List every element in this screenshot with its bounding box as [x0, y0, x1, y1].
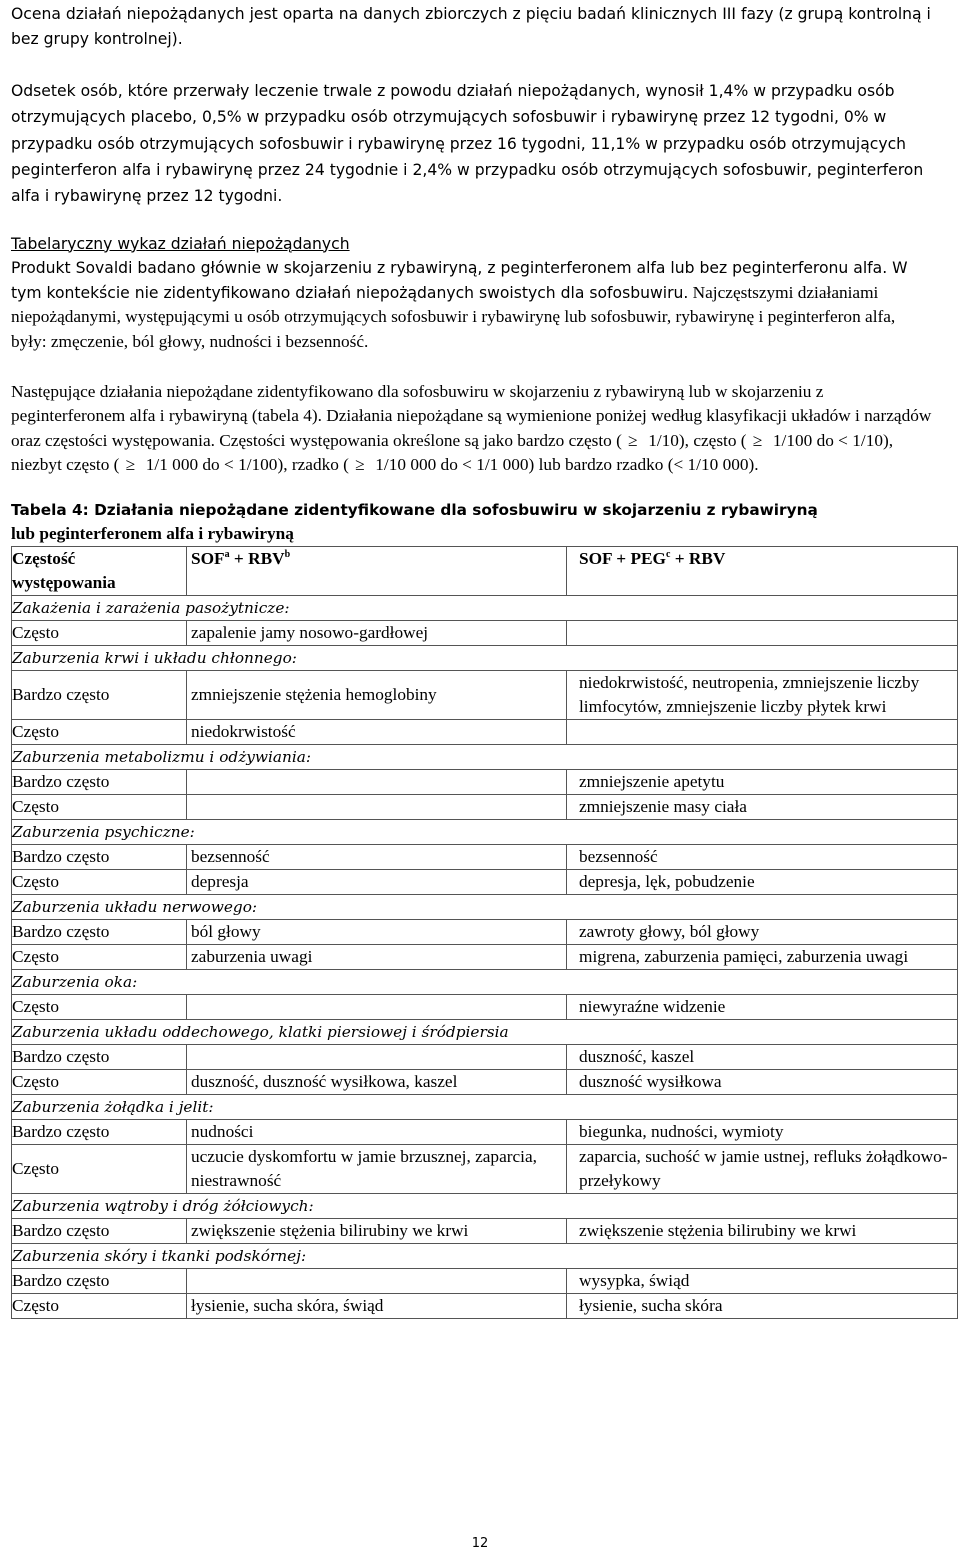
sof-peg-rbv-cell: niedokrwistość, neutropenia, zmniejszenie liczby limfocytów, zmniejszenie liczby płytek krwi	[567, 671, 958, 720]
table-row	[12, 1219, 958, 1244]
sof-rbv-cell	[187, 995, 567, 1020]
sof-rbv-cell	[187, 795, 567, 820]
frequency-cell: Często	[12, 995, 187, 1020]
sof-peg-rbv-cell: niewyraźne widzenie	[567, 995, 958, 1020]
table-section-row	[12, 745, 958, 770]
table-row	[12, 720, 958, 745]
sof-peg-rbv-cell: wysypka, świąd	[567, 1269, 958, 1294]
table-section-row	[12, 1020, 958, 1045]
header-frequency: Częstość występowania	[12, 547, 187, 596]
sof-rbv-cell	[187, 1269, 567, 1294]
section-heading: Tabelaryczny wykaz działań niepożądanych	[11, 234, 350, 253]
summary-part-2: W tym kontekście nie zidentyfikowano działań niepożądanych swoistych dla sofosbuwiru.	[11, 259, 908, 302]
frequency-cell: Często	[12, 870, 187, 895]
section-title: Zaburzenia oka:	[12, 970, 958, 995]
table-section-row	[12, 596, 958, 621]
frequency-cell: Często	[12, 621, 187, 646]
sof-rbv-cell: ból głowy	[187, 920, 567, 945]
frequency-cell: Często	[12, 945, 187, 970]
table-row	[12, 870, 958, 895]
section-title: Zaburzenia skóry i tkanki podskórnej:	[12, 1244, 958, 1269]
document-page	[11, 2, 951, 1319]
frequency-cell: Bardzo często	[12, 770, 187, 795]
frequency-cell: Bardzo często	[12, 671, 187, 720]
table-section-row	[12, 895, 958, 920]
header-sup-a: a	[224, 549, 230, 561]
frequency-text-3: 1/100 do < 1/10), niezbyt często (	[11, 430, 894, 475]
sof-peg-rbv-cell: zwiększenie stężenia bilirubiny we krwi	[567, 1219, 958, 1244]
sof-peg-rbv-cell	[567, 720, 958, 745]
frequency-cell: Bardzo często	[12, 1219, 187, 1244]
frequency-cell: Bardzo często	[12, 920, 187, 945]
sof-rbv-cell: łysienie, sucha skóra, świąd	[187, 1294, 567, 1319]
header-sup-b: b	[284, 549, 291, 561]
header-sup-c: c	[665, 549, 671, 561]
table-row	[12, 671, 958, 720]
table-row	[12, 920, 958, 945]
table-section-row	[12, 970, 958, 995]
ge-symbol: ≥	[628, 430, 638, 450]
table-row	[12, 1070, 958, 1095]
frequency-cell: Bardzo często	[12, 1045, 187, 1070]
table-row	[12, 1145, 958, 1194]
table-title-line-2: lub peginterferonem alfa i rybawiryną	[11, 524, 294, 544]
sof-peg-rbv-cell: zawroty głowy, ból głowy	[567, 920, 958, 945]
ge-symbol: ≥	[125, 455, 136, 475]
header-sof-peg-rbv	[567, 547, 958, 596]
table-section-row	[12, 820, 958, 845]
table-row	[12, 621, 958, 646]
ge-symbol: ≥	[355, 455, 365, 475]
summary-part-1: Produkt Sovaldi badano głównie w skojarzeniu z rybawiryną, z peginterferonem alfa lub bez peginterferonu alfa.	[11, 259, 888, 278]
frequency-cell: Często	[12, 1145, 187, 1194]
sof-rbv-cell: nudności	[187, 1120, 567, 1145]
frequency-cell: Bardzo często	[12, 1269, 187, 1294]
frequency-cell: Często	[12, 1070, 187, 1095]
table-section-row	[12, 1194, 958, 1219]
table-section-row	[12, 1244, 958, 1269]
header-sof-rbv	[187, 547, 567, 596]
section-title: Zaburzenia wątroby i dróg żółciowych:	[12, 1194, 958, 1219]
header-rbv-label: + RBV	[229, 549, 285, 569]
frequency-cell: Bardzo często	[12, 845, 187, 870]
section-title: Zaburzenia krwi i układu chłonnego:	[12, 646, 958, 671]
sof-rbv-cell: bezsenność	[187, 845, 567, 870]
sof-rbv-cell: zaburzenia uwagi	[187, 945, 567, 970]
sof-rbv-cell	[187, 770, 567, 795]
sof-peg-rbv-cell: zaparcia, suchość w jamie ustnej, refluks żołądkowo-przełykowy	[567, 1145, 958, 1194]
sof-rbv-cell: depresja	[187, 870, 567, 895]
table-header-row	[12, 547, 958, 596]
sof-rbv-cell: zapalenie jamy nosowo-gardłowej	[187, 621, 567, 646]
frequency-cell: Często	[12, 1294, 187, 1319]
ge-symbol: ≥	[752, 430, 763, 450]
sof-peg-rbv-cell: bezsenność	[567, 845, 958, 870]
frequency-cell: Często	[12, 720, 187, 745]
page-number: 12	[471, 1536, 489, 1551]
sof-rbv-cell: niedokrwistość	[187, 720, 567, 745]
table-row	[12, 845, 958, 870]
table-row	[12, 1294, 958, 1319]
section-title: Zaburzenia metabolizmu i odżywiania:	[12, 745, 958, 770]
table-row	[12, 995, 958, 1020]
section-title: Zakażenia i zarażenia pasożytnicze:	[12, 596, 958, 621]
header-sof-peg-label: SOF + PEG	[579, 549, 666, 569]
frequency-text-2: 1/10), często (	[643, 430, 747, 450]
discontinuation-paragraph: Odsetek osób, które przerwały leczenie trwale z powodu działań niepożądanych, wynosił 1,4% w przypadku osób otrzymujących placebo, 0,5% w przypadku osób otrzymujących sofosbuwir i rybawirynę przez 12 tygodni, 0% w przypadku osób otrzymujących sofosbuwir i rybawirynę przez 16 tygodni, 11,1% w przypadku osób otrzymujących peginterferon alfa i rybawirynę przez 24 tygodnie i 2,4% w przypadku osób otrzymujących sofosbuwir, peginterferon alfa i rybawirynę przez 12 tygodni.	[11, 82, 924, 206]
section-title: Zaburzenia psychiczne:	[12, 820, 958, 845]
frequency-text-4: 1/1 000 do < 1/100), rzadko (	[141, 455, 349, 475]
section-title: Zaburzenia żołądka i jelit:	[12, 1095, 958, 1120]
sof-rbv-cell	[187, 1045, 567, 1070]
sof-rbv-cell: zmniejszenie stężenia hemoglobiny	[187, 671, 567, 720]
table-row	[12, 1120, 958, 1145]
header-rbv2-label: + RBV	[670, 549, 726, 569]
intro-paragraph: Ocena działań niepożądanych jest oparta na danych zbiorczych z pięciu badań klinicznych III fazy (z grupą kontrolną i bez grupy kontrolnej).	[11, 5, 931, 48]
sof-peg-rbv-cell: duszność, kaszel	[567, 1045, 958, 1070]
table-row	[12, 1045, 958, 1070]
frequency-paragraph	[11, 380, 941, 478]
frequency-cell: Bardzo często	[12, 1120, 187, 1145]
summary-part-3: Najczęstszymi działaniami niepożądanymi, występującymi u osób otrzymujących sofosbuwir i rybawirynę lub sofosbuwir, rybawirynę i peginterferon alfa, były: zmęczenie, ból głowy, nudności i bezsenność.	[11, 282, 896, 352]
section-title: Zaburzenia układu nerwowego:	[12, 895, 958, 920]
adverse-reactions-table	[11, 546, 958, 1319]
summary-paragraph	[11, 256, 931, 354]
sof-peg-rbv-cell: biegunka, nudności, wymioty	[567, 1120, 958, 1145]
sof-peg-rbv-cell: zmniejszenie apetytu	[567, 770, 958, 795]
table-row	[12, 1269, 958, 1294]
table-title	[11, 498, 951, 546]
table-section-row	[12, 1095, 958, 1120]
table-title-line-1: Tabela 4: Działania niepożądane zidentyfikowane dla sofosbuwiru w skojarzeniu z rybawiryną	[11, 501, 818, 520]
sof-peg-rbv-cell: duszność wysiłkowa	[567, 1070, 958, 1095]
sof-peg-rbv-cell	[567, 621, 958, 646]
frequency-text-1: Następujące działania niepożądane zidentyfikowano dla sofosbuwiru w skojarzeniu z rybawiryną lub w skojarzeniu z peginterferonem alfa i rybawiryną (tabela 4). Działania niepożądane są wymienione poniżej według klasyfikacji układów i narządów oraz częstości występowania. Częstości występowania określone są jako bardzo często (	[11, 381, 932, 450]
sof-peg-rbv-cell: depresja, lęk, pobudzenie	[567, 870, 958, 895]
sof-peg-rbv-cell: łysienie, sucha skóra	[567, 1294, 958, 1319]
sof-rbv-cell: uczucie dyskomfortu w jamie brzusznej, zaparcia, niestrawność	[187, 1145, 567, 1194]
frequency-text-5: 1/10 000 do < 1/1 000) lub bardzo rzadko (< 1/10 000).	[370, 455, 759, 475]
table-row	[12, 945, 958, 970]
sof-peg-rbv-cell: zmniejszenie masy ciała	[567, 795, 958, 820]
table-row	[12, 795, 958, 820]
frequency-cell: Często	[12, 795, 187, 820]
section-title: Zaburzenia układu oddechowego, klatki piersiowej i śródpiersia	[12, 1020, 958, 1045]
header-sof-label: SOF	[191, 549, 225, 569]
table-section-row	[12, 646, 958, 671]
sof-rbv-cell: zwiększenie stężenia bilirubiny we krwi	[187, 1219, 567, 1244]
sof-rbv-cell: duszność, duszność wysiłkowa, kaszel	[187, 1070, 567, 1095]
sof-peg-rbv-cell: migrena, zaburzenia pamięci, zaburzenia uwagi	[567, 945, 958, 970]
table-row	[12, 770, 958, 795]
